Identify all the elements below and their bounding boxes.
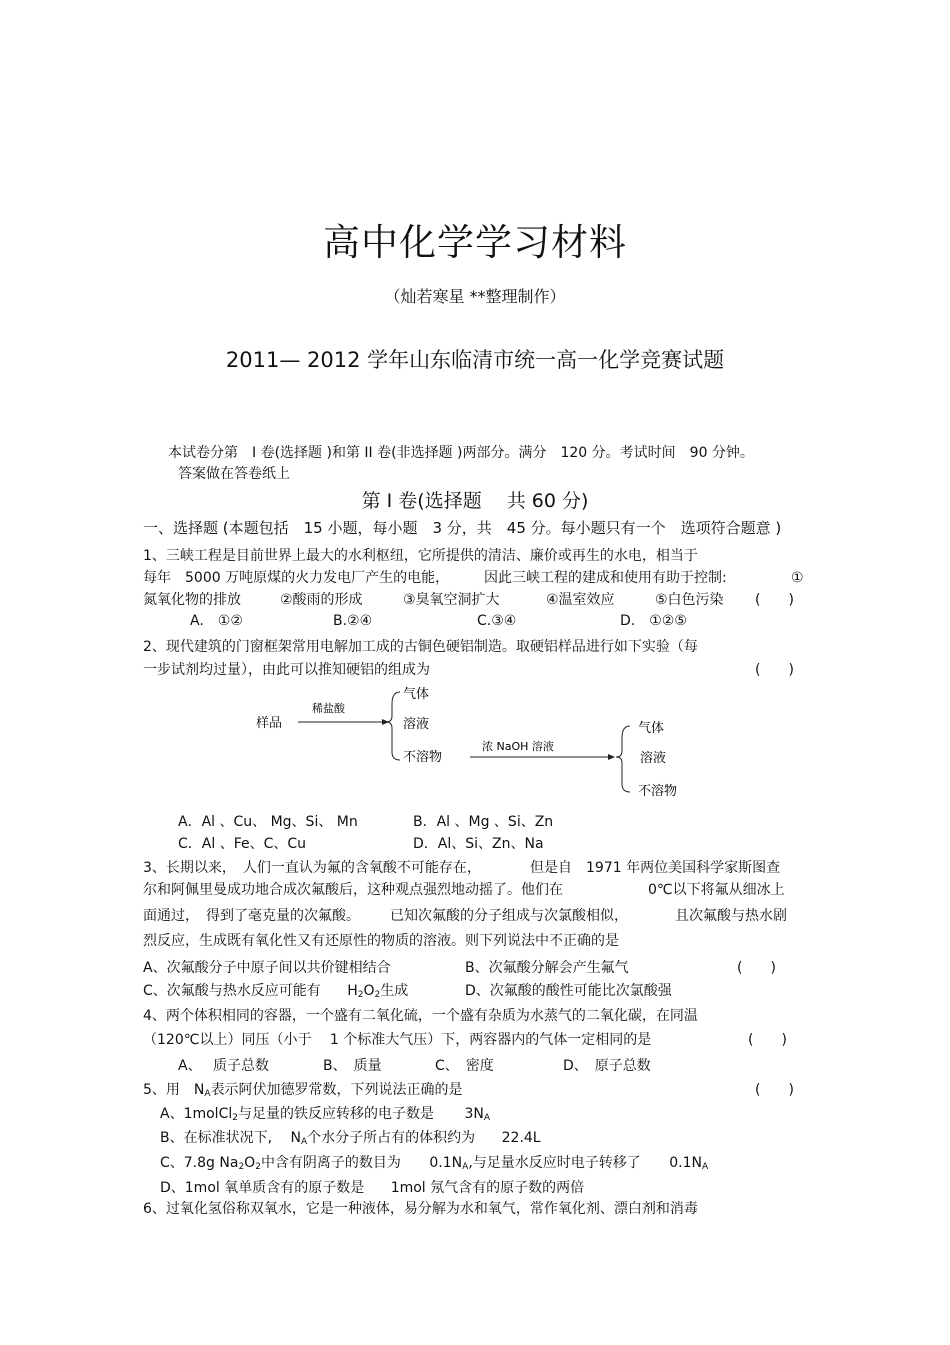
q5-option-c [160,1154,708,1176]
q5-option-a-value-sub: A [483,1113,490,1123]
q2-option-c: C．Al 、Fe、C、Cu [178,836,307,852]
q3-line-3a: 面通过， 得到了毫克量的次氟酸。 [143,908,360,924]
q3-line-2a: 尔和阿佩里曼成功地合成次氟酸后，这种观点强烈地动摇了。他们在 [143,882,563,898]
q3-line-1a: 3、长期以来， 人们一直认为氟的含氧酸不可能存在， [143,860,481,876]
q5-option-a [160,1105,490,1127]
q5-option-c-value-1: 0.1N [429,1155,463,1171]
q5-option-a-text-mid: 与足量的铁反应转移的电子数是 [237,1106,434,1122]
q3-option-c-text-end: 生成 [380,983,409,999]
intro-line-1: 本试卷分第 I 卷(选择题 )和第 II 卷(非选择题 )两部分。满分 120 分。考试时间 90 分钟。 [168,445,754,461]
diagram-product-2-insoluble: 不溶物 [638,784,678,799]
q5-option-c-text-mid: 中含有阴离子的数目为 [260,1155,401,1171]
exam-title: 2011— 2012 学年山东临清市统一高一化学竞赛试题 [225,348,725,372]
q4-option-d: D、 原子总数 [563,1058,651,1074]
diagram-product-2-gas: 气体 [638,721,665,736]
q1-line-3e: ⑤白色污染 [655,592,724,608]
q3-option-c-formula-sub-2: 2 [374,990,381,1000]
q3-option-a: A、次氟酸分子中原子间以共价键相结合 [143,960,391,976]
diagram-product-1-gas: 气体 [403,687,430,702]
diagram-arrowhead-2 [608,754,615,760]
q1-line-3c: ③臭氧空洞扩大 [403,592,500,608]
q5-option-a-sub: 2 [232,1113,238,1123]
q3-option-d: D、次氟酸的酸性可能比次氯酸强 [465,983,672,999]
q5-option-d-text: D、1mol 氧单质含有的原子数是 [160,1180,365,1196]
q4-option-b: B、 质量 [323,1058,382,1074]
q5-stem-text: 5、用 N [143,1082,205,1098]
q3-line-3c: 且次氟酸与热水剧 [675,908,787,924]
q2-line-2: 一步试剂均过量），由此可以推知硬铝的组成为 [143,662,430,678]
q4-line-2: （120℃以上）同压（小于 1 个标准大气压）下，两容器内的气体一定相同的是 [143,1032,652,1048]
q5-stem [143,1081,463,1103]
q1-option-d: D. ①②⑤ [620,613,687,629]
q1-option-b: B.②④ [333,613,373,629]
q5-option-a-text: A、1molCl [160,1106,233,1122]
q3-option-c-formula-sub-1: 2 [357,990,364,1000]
q3-option-c-text: C、次氟酸与热水反应可能有 [143,983,321,999]
section-title: 第 I 卷(选择题 共 60 分) [361,490,589,512]
q1-line-3d: ④温室效应 [546,592,615,608]
q5-option-a-value: 3N [464,1106,484,1122]
q5-option-c-sub-2: 2 [255,1162,261,1172]
q3-answer-paren: ( ) [737,960,776,976]
q4-answer-paren: ( ) [748,1032,787,1048]
q4-line-1: 4、两个体积相同的容器，一个盛有二氧化硫，一个盛有杂质为水蒸气的二氧化碳，在同温 [143,1008,698,1024]
q3-line-2b: 0℃以下将氟从细冰上 [648,882,785,898]
diagram-product-2-solution: 溶液 [640,751,667,766]
page-title: 高中化学学习材料 [323,221,627,264]
q5-option-d [160,1179,584,1197]
diagram-product-1-solution: 溶液 [403,717,430,732]
q5-option-b [160,1129,541,1151]
diagram-reagent-1: 稀盐酸 [312,702,345,715]
q5-option-c-text: C、7.8g Na [160,1155,239,1171]
q2-option-d: D．Al、Si、Zn、Na [413,836,544,852]
diagram-brace-1 [386,692,400,760]
q5-option-d-text-end: 1mol 氖气含有的原子数的两倍 [390,1180,585,1196]
q4-option-a: A、 质子总数 [178,1058,270,1074]
q5-answer-paren: ( ) [755,1082,794,1098]
q3-line-1b: 但是自 1971 年两位美国科学家斯图查 [530,860,781,876]
diagram-product-1-insoluble: 不溶物 [403,750,443,765]
q5-option-b-sub: A [301,1137,308,1147]
q5-option-c-o: O [244,1155,256,1171]
q5-stem-text-end: 表示阿伏加德罗常数，下列说法正确的是 [210,1082,463,1098]
q1-answer-paren: ( ) [755,592,794,608]
q1-line-1: 1、三峡工程是目前世界上最大的水利枢纽，它所提供的清洁、廉价或再生的水电，相当于 [143,548,698,564]
q5-option-b-value: 22.4L [501,1130,541,1146]
diagram-reagent-2: 浓 NaOH 溶液 [482,740,554,753]
q5-option-c-value-1-sub: A [462,1162,469,1172]
q3-line-3b: 已知次氟酸的分子组成与次氯酸相似， [390,908,628,924]
q1-line-2b: 因此三峡工程的建成和使用有助于控制: [484,570,727,586]
q6-line-1: 6、过氧化氢俗称双氧水，它是一种液体，易分解为水和氧气，常作氧化剂、漂白剂和消毒 [143,1201,698,1217]
page-subtitle: （灿若寒星 **整理制作） [384,287,566,306]
q4-option-c: C、 密度 [435,1058,494,1074]
q1-option-c: C.③④ [477,613,517,629]
experiment-flow-diagram [250,680,710,805]
intro-line-2: 答案做在答卷纸上 [178,466,290,482]
q5-option-c-value-2: 0.1N [669,1155,702,1171]
q5-option-c-text-mid-2: ,与足量水反应时电子转移了 [468,1155,641,1171]
q5-option-b-text-mid: 个水分子所占有的体积约为 [307,1130,476,1146]
q1-line-2c: ① [791,570,804,586]
diagram-brace-2 [616,726,630,792]
q1-line-3a: 氮氧化物的排放 [143,592,241,608]
diagram-sample-label: 样品 [256,716,283,731]
q3-option-c-formula-h: H [347,983,358,999]
section-instruction: 一、选择题 (本题包括 15 小题，每小题 3 分，共 45 分。每小题只有一个 选项符合题意 ) [143,519,782,537]
q5-option-b-text: B、在标准状况下, [160,1130,273,1146]
q3-option-b: B、次氟酸分解会产生氟气 [465,960,629,976]
q5-option-c-value-2-sub: A [701,1162,709,1172]
q5-stem-sub: A [204,1089,211,1099]
q3-line-4: 烈反应，生成既有氧化性又有还原性的物质的溶液。则下列说法中不正确的是 [143,933,619,949]
q2-answer-paren: ( ) [755,662,794,678]
q2-option-b: B．Al 、Mg 、Si、Zn [413,814,554,830]
q1-line-2a: 每年 5000 万吨原煤的火力发电厂产生的电能， [143,570,450,586]
q1-option-a: A. ①② [190,613,243,629]
q3-option-c [143,982,408,1004]
q2-option-a: A．Al 、Cu、 Mg、Si、 Mn [178,814,358,830]
q5-option-b-n: N [290,1130,301,1146]
q2-line-1: 2、现代建筑的门窗框架常用电解加工成的古铜色硬铝制造。取硬铝样品进行如下实验（每 [143,639,698,655]
q3-option-c-formula-o: O [363,983,375,999]
q5-option-c-sub-1: 2 [238,1162,245,1172]
q1-line-3b: ②酸雨的形成 [280,592,363,608]
